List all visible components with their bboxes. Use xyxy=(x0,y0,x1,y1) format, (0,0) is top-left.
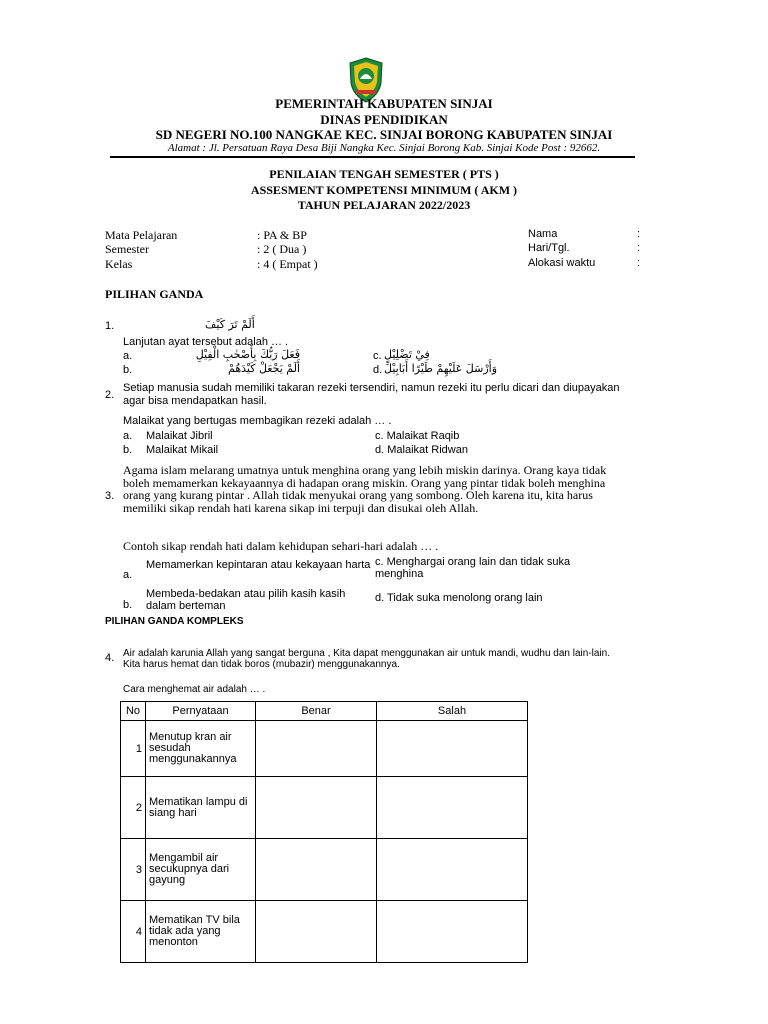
table-header-false: Salah xyxy=(377,702,528,721)
exam-title-2: ASSESMENT KOMPETENSI MINIMUM ( AKM ) xyxy=(250,183,518,197)
q2-number: 2. xyxy=(105,389,115,401)
answer-cell-false[interactable] xyxy=(377,777,528,839)
answer-cell-true[interactable] xyxy=(256,901,377,963)
q4-number: 4. xyxy=(105,652,115,664)
q1-option-a: فَعَلَ رَبُّكَ بِأَصْحٰبِ الْفِيْلِ xyxy=(195,348,300,361)
q2-option-b-label: b. xyxy=(123,444,133,456)
answer-cell-true[interactable] xyxy=(256,839,377,901)
q4-prompt: Cara menghemat air adalah … . xyxy=(123,684,266,695)
header-line-3: SD NEGERI NO.100 NANGKAE KEC. SINJAI BORONG KABUPATEN SINJAI xyxy=(155,127,613,142)
q1-option-c: فِيْ تَضْلِيْلٍ xyxy=(384,348,430,361)
q1-option-b-label: b. xyxy=(123,364,133,376)
q3-option-b-label: b. xyxy=(123,599,133,611)
section-title-complex-choice: PILIHAN GANDA KOMPLEKS xyxy=(105,616,244,627)
info-value-subject: : PA & BP xyxy=(257,228,307,242)
header-address: Alamat : Jl. Persatuan Raya Desa Biji Nangka Kec. Sinjai Borong Kab. Sinjai Kode Post : 92662. xyxy=(167,142,601,154)
info-value-class: : 4 ( Empat ) xyxy=(257,257,318,271)
q1-option-d: وَأَرْسَلَ عَلَيْهِمْ طَيْرًا أَبَابِيْلَ xyxy=(384,362,498,375)
info-label-subject: Mata Pelajaran xyxy=(105,228,178,242)
q1-prompt: Lanjutan ayat tersebut adalah … . xyxy=(123,336,289,348)
info-label-class: Kelas xyxy=(105,257,133,271)
row-no: 2 xyxy=(121,777,146,839)
q2-prompt: Malaikat yang bertugas membagikan rezeki adalah … . xyxy=(123,415,392,427)
q1-arabic-verse: أَلَمْ تَرَ كَيْفَ xyxy=(205,318,255,331)
q2-option-d: d. Malaikat Ridwan xyxy=(375,444,468,456)
q1-number: 1. xyxy=(105,320,115,332)
q1-option-a-label: a. xyxy=(123,350,133,362)
table-header-no: No xyxy=(121,702,146,721)
q2-option-b: Malaikat Mikail xyxy=(146,444,219,456)
q3-option-d: d. Tidak suka menolong orang lain xyxy=(375,592,543,604)
info-label-name: Nama xyxy=(528,228,558,240)
q2-option-c: c. Malaikat Raqib xyxy=(375,430,460,442)
q2-option-a-label: a. xyxy=(123,430,133,442)
table-row xyxy=(121,839,528,901)
table-header-row xyxy=(121,702,528,721)
answer-cell-true[interactable] xyxy=(256,777,377,839)
q3-option-c: c. Menghargai orang lain dan tidak suka menghina xyxy=(375,556,571,580)
answer-cell-false[interactable] xyxy=(377,721,528,777)
row-no: 4 xyxy=(121,901,146,963)
answer-cell-false[interactable] xyxy=(377,839,528,901)
q3-prompt: Contoh sikap rendah hati dalam kehidupan sehari-hari adalah … . xyxy=(123,539,439,553)
answer-cell-true[interactable] xyxy=(256,721,377,777)
table-header-statement: Pernyataan xyxy=(146,702,256,721)
info-label-time: Alokasi waktu xyxy=(528,257,596,269)
info-value-date: : xyxy=(637,242,641,254)
q3-option-b: Membeda-bedakan atau pilih kasih kasih dalam berteman xyxy=(146,588,346,612)
row-no: 3 xyxy=(121,839,146,901)
info-label-semester: Semester xyxy=(105,242,149,256)
q1-option-d-label: d. xyxy=(373,364,383,376)
row-statement: Mengambil air secukupnya dari gayung xyxy=(146,839,256,901)
row-no: 1 xyxy=(121,721,146,777)
q3-option-a: Memamerkan kepintaran atau kekayaan harta xyxy=(146,559,371,571)
answer-cell-false[interactable] xyxy=(377,901,528,963)
header-line-2: DINAS PENDIDIKAN xyxy=(320,112,448,127)
exam-title-3: TAHUN PELAJARAN 2022/2023 xyxy=(297,198,471,212)
exam-title-1: PENILAIAN TENGAH SEMESTER ( PTS ) xyxy=(269,167,499,181)
q2-option-a: Malaikat Jibril xyxy=(146,430,213,442)
info-value-name: : xyxy=(637,228,641,240)
table-row xyxy=(121,721,528,777)
row-statement: Mematikan TV bila tidak ada yang menonton xyxy=(146,901,256,963)
q1-option-b: أَلَمْ يَجْعَلْ كَيْدَهُمْ xyxy=(228,362,300,375)
info-label-date: Hari/Tgl. xyxy=(528,242,570,254)
table-row xyxy=(121,777,528,839)
table-row xyxy=(121,901,528,963)
q2-text: Setiap manusia sudah memiliki takaran rezeki tersendiri, namun rezeki itu perlu dicari dan diupayakan agar bisa mendapatkan hasil. xyxy=(123,382,620,407)
row-statement: Mematikan lampu di siang hari xyxy=(146,777,256,839)
q1-option-c-label: c. xyxy=(373,350,382,362)
header-divider xyxy=(110,156,635,158)
table-header-true: Benar xyxy=(256,702,377,721)
q3-text: Agama islam melarang umatnya untuk menghina orang yang lebih miskin darinya. Orang kaya tidak boleh memamerkan kekayaannya di hadapan orang miskin. Orang yang pintar tidak boleh menghina orang yang kurang pintar . Allah tidak menyukai orang yang sombong. Oleh karena itu, kita harus memiliki sikap rendah hati karena sikap ini terpuji dan disukai oleh Allah. xyxy=(123,463,607,515)
section-title-multiple-choice: PILIHAN GANDA xyxy=(105,287,204,301)
q3-number: 3. xyxy=(105,490,115,502)
header-line-1: PEMERINTAH KABUPATEN SINJAI xyxy=(275,96,493,111)
info-value-time: : xyxy=(637,257,641,269)
q3-option-a-label: a. xyxy=(123,569,133,581)
row-statement: Menutup kran air sesudah menggunakannya xyxy=(146,721,256,777)
info-value-semester: : 2 ( Dua ) xyxy=(257,242,307,256)
q4-answer-table xyxy=(120,701,528,963)
q4-text: Air adalah karunia Allah yang sangat berguna , Kita dapat menggunakan air untuk mandi, wudhu dan lain-lain. Kita harus hemat dan tidak boros (mubazir) menggunakannya. xyxy=(123,648,610,670)
